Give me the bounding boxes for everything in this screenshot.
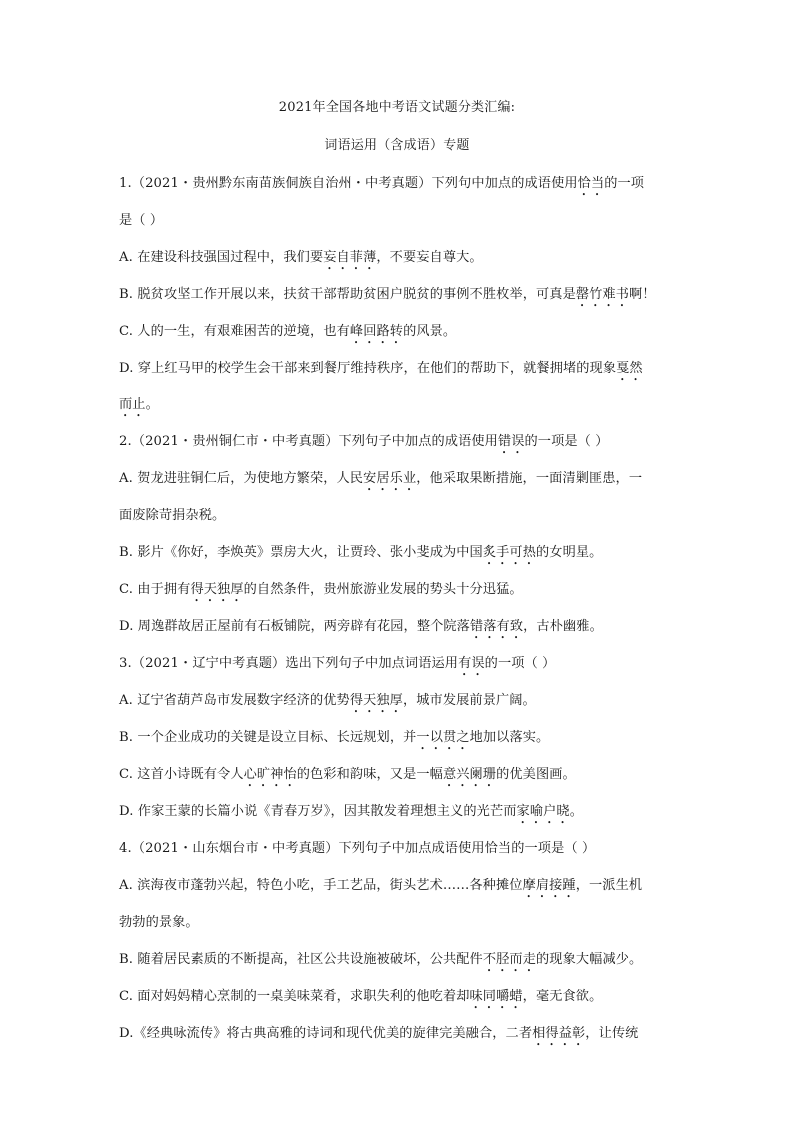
question-1-option-a: A. 在建设科技强国过程中，我们要妄自菲薄，不要妄自尊大。 xyxy=(119,250,483,265)
question-3-stem: 3.（2021・辽宁中考真题）选出下列句子中加点词语运用有误的一项（ ） xyxy=(119,656,556,671)
document-title: 2021年全国各地中考语文试题分类汇编: xyxy=(278,100,516,115)
question-1-option-b: B. 脱贫攻坚工作开展以来，扶贫干部帮助贫困户脱贫的事例不胜枚举，可真是罄竹难书啊！ xyxy=(119,287,656,302)
question-1-option-d: D. 穿上红马甲的校学生会干部来到餐厅维持秩序，在他们的帮助下，就餐拥堵的现象戛然 xyxy=(119,361,643,376)
question-1-stem-cont: 是（ ） xyxy=(119,213,164,228)
question-1-option-d-cont: 而止。 xyxy=(119,397,159,412)
document-subtitle: 词语运用（含成语）专题 xyxy=(324,138,470,153)
question-1-stem: 1.（2021・贵州黔东南苗族侗族自治州・中考真题）下列句中加点的成语使用恰当的一项 xyxy=(119,176,645,191)
question-2-option-a: A. 贺龙进驻铜仁后，为使地方繁荣，人民安居乐业，他采取果断措施，一面清剿匪患，一 xyxy=(119,471,643,486)
question-1-option-c: C. 人的一生，有艰难困苦的逆境，也有峰回路转的风景。 xyxy=(119,324,457,339)
question-2-option-b: B. 影片《你好，李焕英》票房大火，让贾玲、张小斐成为中国炙手可热的女明星。 xyxy=(119,545,603,560)
question-4-stem: 4.（2021・山东烟台市・中考真题）下列句子中加点成语使用恰当的一项是（ ） xyxy=(119,841,596,856)
question-2-option-d: D. 周逸群故居正屋前有石板铺院，两旁辟有花园，整个院落错落有致，古朴幽雅。 xyxy=(119,619,603,634)
question-4-option-c: C. 面对妈妈精心烹制的一桌美味菜肴，求职失利的他吃着却味同嚼蜡，毫无食欲。 xyxy=(119,989,603,1004)
question-2-option-a-cont: 面废除苛捐杂税。 xyxy=(119,508,226,523)
question-4-option-a: A. 滨海夜市蓬勃兴起，特色小吃，手工艺品，街头艺术……各种摊位摩肩接踵，一派生机 xyxy=(119,878,643,893)
question-3-option-b: B. 一个企业成功的关键是设立目标、长远规划，并一以贯之地加以落实。 xyxy=(119,730,550,745)
question-3-option-c: C. 这首小诗既有令人心旷神怡的色彩和韵味，又是一幅意兴阑珊的优美图画。 xyxy=(119,767,576,782)
question-3-option-a: A. 辽宁省葫芦岛市发展数字经济的优势得天独厚，城市发展前景广阔。 xyxy=(119,693,536,708)
question-4-option-d: D.《经典咏流传》将古典高雅的诗词和现代优美的旋律完美融合，二者相得益彰，让传统 xyxy=(119,1026,639,1041)
question-3-option-d: D. 作家王蒙的长篇小说《青春万岁》，因其散发着理想主义的光芒而家喻户晓。 xyxy=(119,804,583,819)
question-2-option-c: C. 由于拥有得天独厚的自然条件，贵州旅游业发展的势头十分迅猛。 xyxy=(119,582,523,597)
question-4-option-a-cont: 勃勃的景象。 xyxy=(119,915,199,930)
question-2-stem: 2.（2021・贵州铜仁市・中考真题）下列句子中加点的成语使用错误的一项是（ ） xyxy=(119,434,609,449)
question-4-option-b: B. 随着居民素质的不断提高，社区公共设施被破坏，公共配件不胫而走的现象大幅减少。 xyxy=(119,952,643,967)
